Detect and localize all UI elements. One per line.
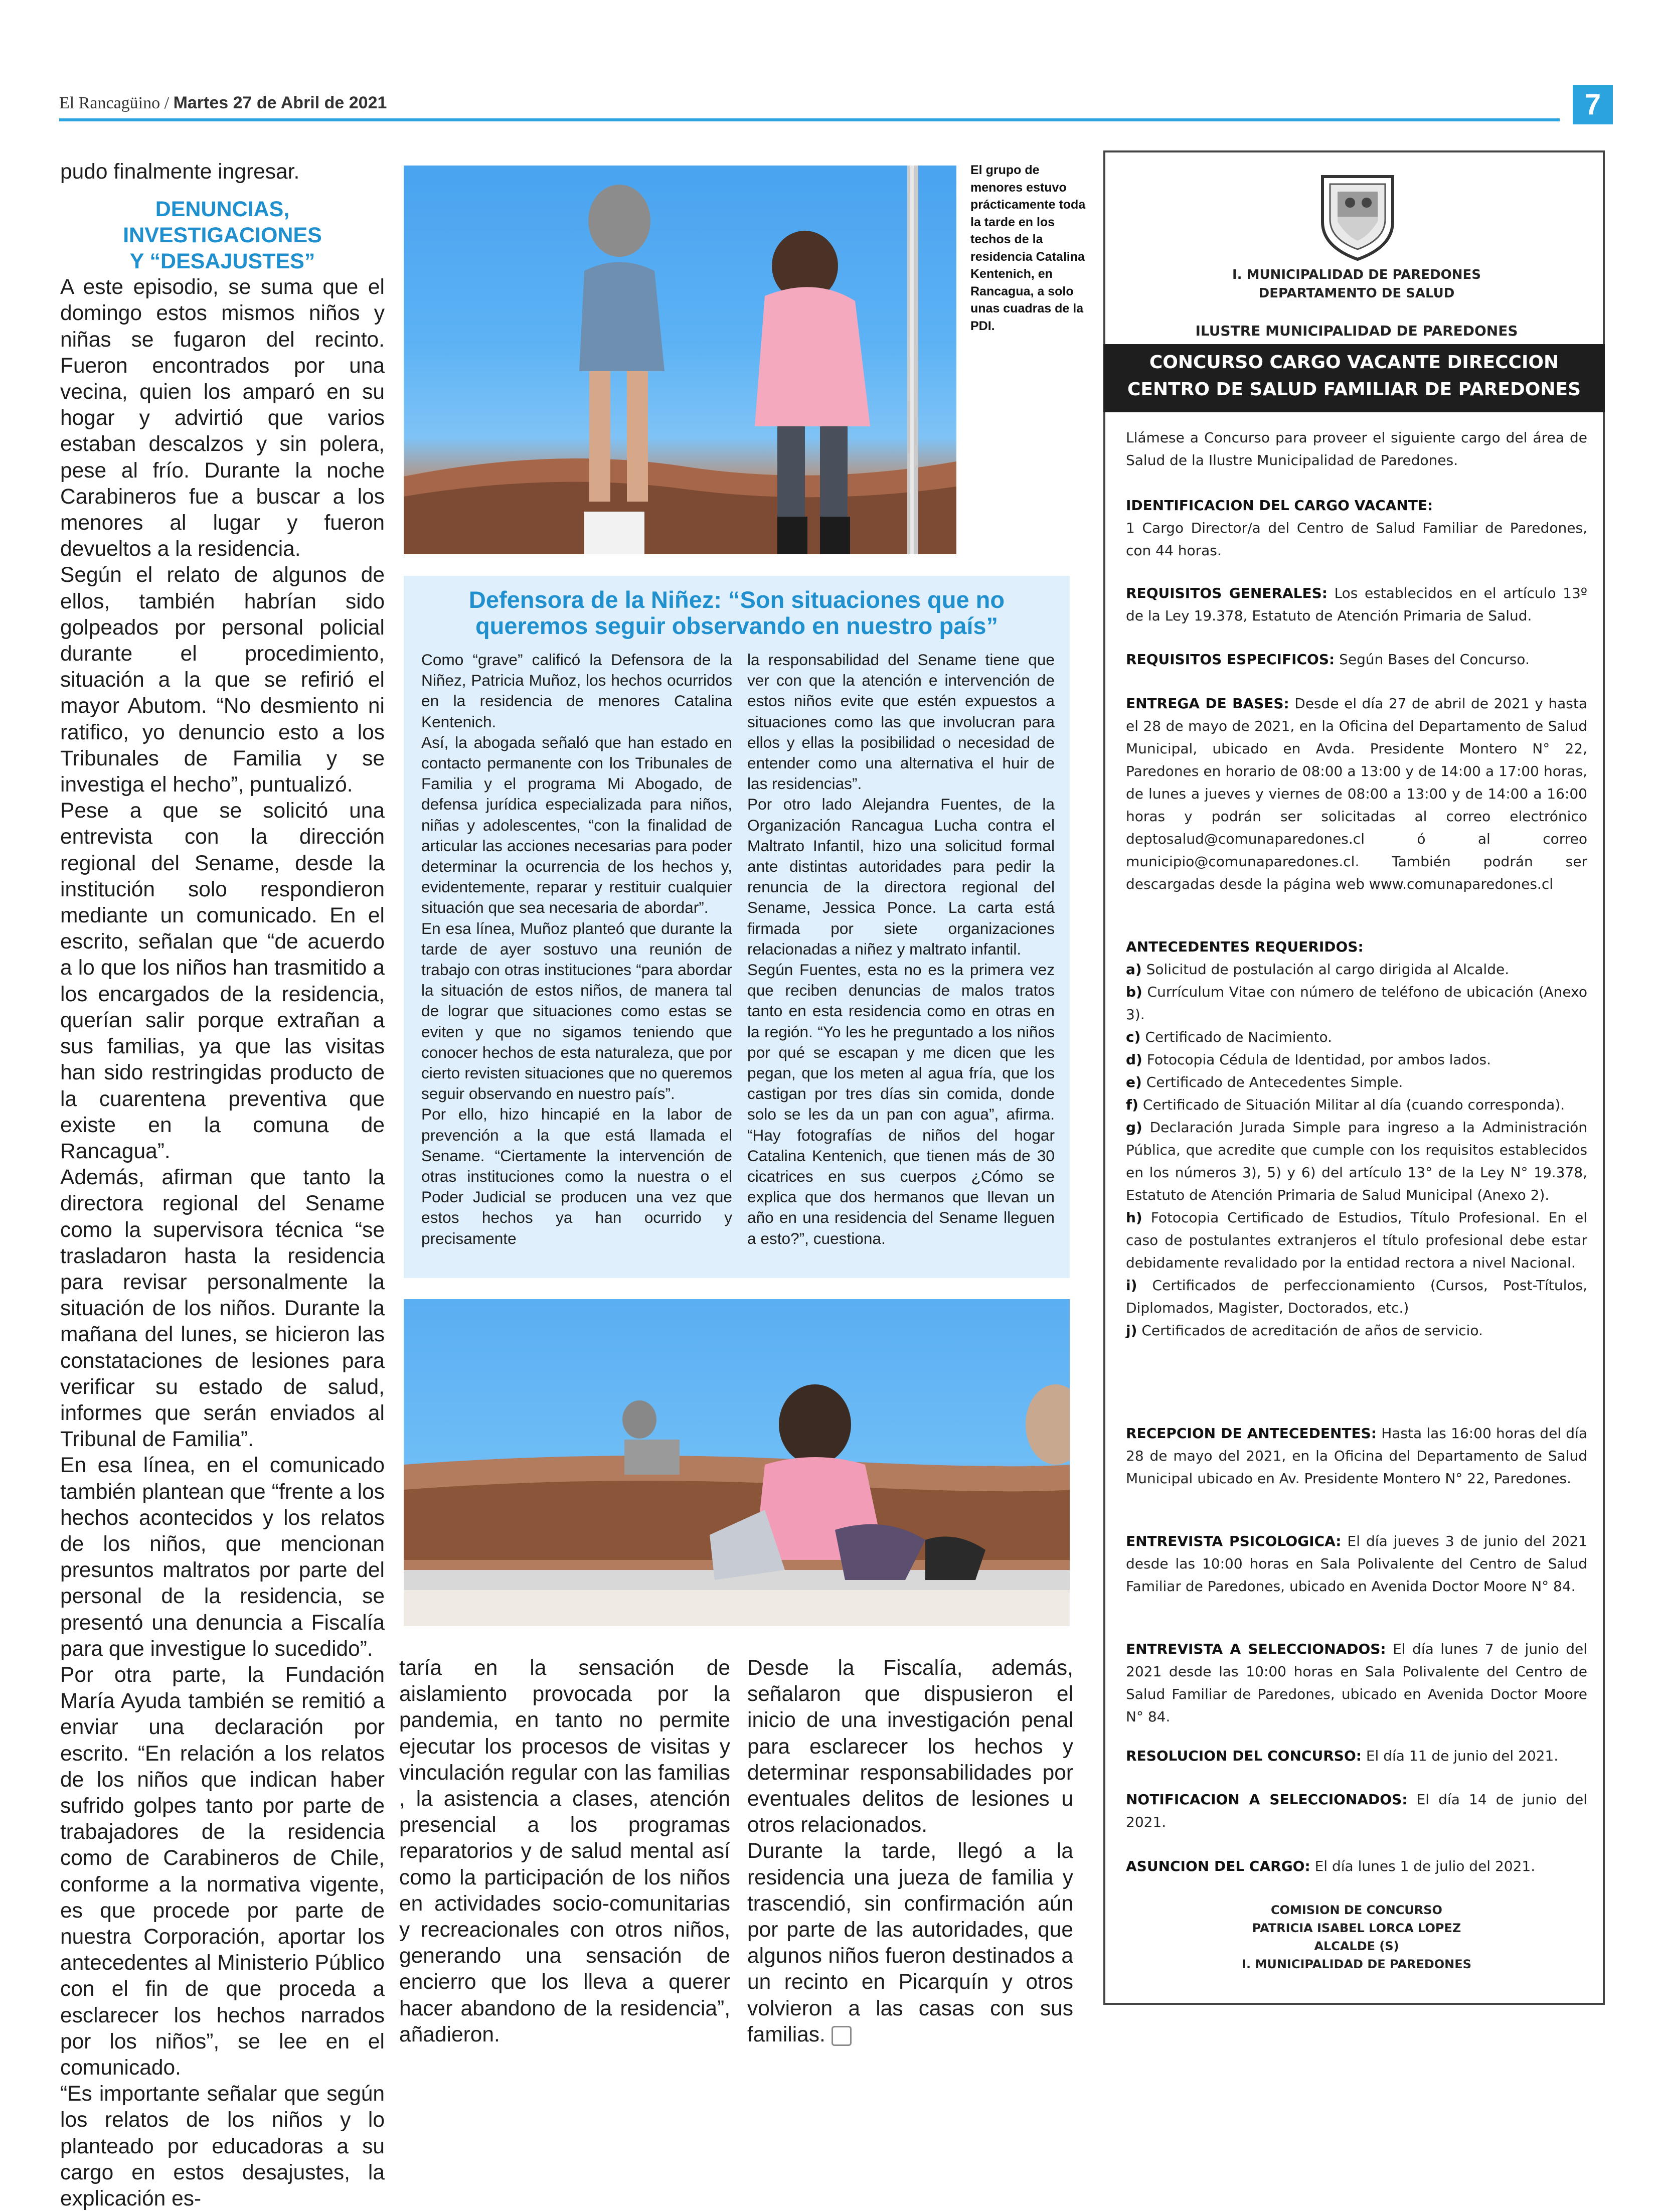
article-paragraph: Además, afirman que tanto la directora regional del Sename como la supervisora técnica “se trasladaron hasta la residencia para revisar personalmente la situación de los niños. Durante la mañana del lunes, se hicieron las constataciones de lesiones para verificar su estado de salud, informes que serán enviados al Tribunal de Familia”. <box>60 1166 385 1452</box>
ad-label: REQUISITOS GENERALES: <box>1126 585 1328 601</box>
ad-text: El día lunes 7 de junio del 2021 desde las 10:00 horas en Sala Polivalente del Centro de Salud Familiar de Paredones, ubicado en Avenida Doctor Moore N° 84. <box>1126 1641 1587 1725</box>
article-column-3 <box>747 1655 1073 2048</box>
ad-section-recepcion <box>1126 1422 1587 1490</box>
ad-section-antecedentes <box>1126 935 1587 1342</box>
ad-text: El día lunes 1 de julio del 2021. <box>1314 1858 1536 1874</box>
article-column-2 <box>399 1655 730 2048</box>
header-publication-line <box>59 93 387 113</box>
photo-children-on-roof <box>404 166 956 554</box>
ad-section-entrevista-psicologica <box>1126 1530 1587 1598</box>
sidebar-paragraph: la responsabilidad del Sename tiene que ver con que la atención e intervención de estos niños evite que estén expuestos a situaciones como las que involucran para ellos y ellas la posibilidad o necesidad de entender como una alternativa el huir de las residencias”. <box>747 651 1055 793</box>
header-rule <box>59 118 1560 121</box>
sidebar-paragraph: Según Fuentes, esta no es la primera vez que reciben denuncias de malos tratos tanto en esta residencia como en otras en la región. “Yo les he preguntado a los niños por qué se escapan y me dicen que les pegan, que los meten al agua fría, que los castigan por tres días sin comida, donde solo se les da un pan con agua”, afirma. “Hay fotografías de niños del hogar Catalina Kentenich, que tienen más de 30 cicatrices en sus cuerpos ¿Cómo se explica que dos hermanos que llevan un año en una residencia del Sename lleguen a esto?”, cuestiona. <box>747 961 1055 1247</box>
section-heading-line-2: Y “DESAJUSTES” <box>129 249 315 274</box>
ad-label: IDENTIFICACION DEL CARGO VACANTE: <box>1126 497 1433 514</box>
sidebar-title-line-1: Defensora de la Niñez: “Son situaciones que no <box>468 586 1005 613</box>
ad-label: NOTIFICACION A SELECCIONADOS: <box>1126 1791 1408 1808</box>
ad-intro: Llámese a Concurso para proveer el siguiente cargo del área de Salud de la Ilustre Municipalidad de Paredones. <box>1126 429 1587 468</box>
ad-label: REQUISITOS ESPECIFICOS: <box>1126 651 1335 668</box>
article-paragraph: A este episodio, se suma que el domingo estos mismos niños y niñas se fugaron del recinto. Fueron encontrados por una vecina, quien los amparó en su hogar y advirtió que varios estaban descalzos y sin polera, pese al frío. Durante la noche Carabineros fue a buscar a los menores al lugar y fueron devueltos a la residencia. <box>60 275 385 561</box>
article-paragraph: taría en la sensación de aislamiento provocada por la pandemia, en tanto no permite ejecutar los procesos de visitas y vinculación regular con las familias , la asistencia a clases, atención presencial a los programas reparatorios y de salud mental así como la participación de los niños en actividades socio-comunitarias y recreacionales con otros niños, generando una sensación de encierro que los lleva a querer hacer abandono de la residencia”, añadieron. <box>399 1656 730 2046</box>
ad-signature-block <box>1126 1901 1587 1973</box>
sidebar-column-1 <box>421 650 732 1249</box>
article-paragraph: “Es importante señalar que según los relatos de los niños y lo planteado por educadoras a su cargo en estos desajustes, la explicación es- <box>60 2082 385 2211</box>
sidebar-column-2 <box>747 650 1055 1249</box>
ad-banner-line-1: CONCURSO CARGO VACANTE DIRECCION <box>1149 352 1559 373</box>
article-closing-paragraph: Durante la tarde, llegó a la residencia una jueza de familia y trascendió, sin confirmación aún por parte de las autoridades, que algunos niños fueron destinados a un recinto en Picarquín y otros volvieron a las casas con sus familias. <box>747 1839 1073 2046</box>
ad-list-item: b) Currículum Vitae con número de teléfono de ubicación (Anexo 3). <box>1126 984 1587 1023</box>
ad-section-identificacion <box>1126 494 1587 562</box>
ad-list-item: a) Solicitud de postulación al cargo dirigida al Alcalde. <box>1126 961 1510 978</box>
ad-list-item: g) Declaración Jurada Simple para ingreso a la Administración Pública, que acredite que cumple con los requisitos establecidos en los números 3), 5) y 6) del artículo 13° de la Ley N° 19.378, Estatuto de Atención Primaria de Salud Municipal (Anexo 2). <box>1126 1119 1587 1203</box>
ad-section-notificacion <box>1126 1788 1587 1833</box>
article-paragraph: Por otra parte, la Fundación María Ayuda también se remitió a enviar una declaración por escrito. “En relación a los relatos de los niños que indican haber sufrido golpes tanto por parte de trabajadores de la residencia como de Carabineros de Chile, conforme a la normativa vigente, es que procede por parte de nuestra Corporación, aportar los antecedentes al Ministerio Público con el fin de que proceda a esclarecer los hechos narrados por los niños”, se lee en el comunicado. <box>60 1663 385 2080</box>
header-separator: / <box>164 94 170 112</box>
ad-text: Desde el día 27 de abril de 2021 y hasta el 28 de mayo de 2021, en la Oficina del Departamento de Salud Municipal, ubicado en Avda. Presidente Montero N° 22, Paredones en horario de 08:00 a 13:00 y de 14:00 a 17:00 horas, de lunes a jueves y viernes de 08:00 a 13:00 y de 14:00 a 16:00 horas y podrán ser solicitadas al correo electrónico deptosalud@comunaparedones.cl ó al correo municipio@comunaparedones.cl. También podrán ser descargadas desde la página web www.comunaparedones.cl <box>1126 695 1587 892</box>
section-heading <box>60 196 385 274</box>
ad-label: RECEPCION DE ANTECEDENTES: <box>1126 1425 1377 1442</box>
ad-label: ASUNCION DEL CARGO: <box>1126 1858 1310 1874</box>
issue-date: Martes 27 de Abril de 2021 <box>173 93 387 112</box>
ad-text: Hasta las 16:00 horas del día 28 de mayo del 2021, en la Oficina del Departamento de Salud Municipal ubicado en Av. Presidente Montero N° 22, Paredones. <box>1126 1425 1588 1487</box>
article-paragraph: Según el relato de algunos de ellos, también habrían sido golpeados por personal policial durante el procedimiento, situación a la que se refirió el mayor Abutom. “No desmiento ni ratifico, yo denuncio esto a los Tribunales de Familia y se investiga el hecho”, puntualizó. <box>60 563 385 797</box>
municipal-seal-logo <box>1307 167 1408 262</box>
end-mark-icon <box>832 2026 852 2046</box>
ad-section-entrevista-seleccionados <box>1126 1638 1587 1728</box>
ad-list-item: d) Fotocopia Cédula de Identidad, por ambos lados. <box>1126 1051 1491 1068</box>
ad-banner-title <box>1103 349 1605 403</box>
ad-list-item: h) Fotocopia Certificado de Estudios, Título Profesional. En el caso de postulantes extranjeros el título profesional debe estar debidamente revalidado por la entidad rectora a nivel Nacional. <box>1126 1209 1588 1271</box>
ad-signature-line: PATRICIA ISABEL LORCA LOPEZ <box>1252 1921 1461 1935</box>
ad-text: El día 11 de junio del 2021. <box>1366 1748 1559 1764</box>
article-paragraph <box>747 1838 1073 2048</box>
photo-girl-on-roof <box>404 1299 1070 1626</box>
article-lead-line: pudo finalmente ingresar. <box>60 160 300 184</box>
sidebar-paragraph: Por ello, hizo hincapié en la labor de prevención a la que está llamada el Sename. “Ciertamente la intervención de otras instituciones como la nuestra o el Poder Judicial se producen una vez que estos hechos ya han ocurrido y precisamente <box>421 1105 732 1247</box>
ad-signature-line: I. MUNICIPALIDAD DE PAREDONES <box>1242 1957 1471 1971</box>
ad-list-item: e) Certificado de Antecedentes Simple. <box>1126 1074 1403 1090</box>
ad-label: ENTREVISTA A SELECCIONADOS: <box>1126 1641 1386 1657</box>
ad-text: El día jueves 3 de junio del 2021 desde las 10:00 horas en Sala Polivalente del Centro de Salud Familiar de Paredones, ubicado en Avenida Doctor Moore N° 84. <box>1126 1533 1588 1595</box>
page-number: 7 <box>1573 85 1613 124</box>
ad-text: El día 14 de junio del 2021. <box>1126 1791 1587 1830</box>
section-heading-line-1: DENUNCIAS, INVESTIGACIONES <box>123 197 322 248</box>
ad-ilustre-line: ILUSTRE MUNICIPALIDAD DE PAREDONES <box>1195 323 1518 339</box>
publication-name: El Rancagüino <box>59 94 160 112</box>
article-column-1 <box>60 159 385 2212</box>
ad-list-item: j) Certificados de acreditación de años de servicio. <box>1126 1322 1483 1339</box>
sidebar-paragraph: Así, la abogada señaló que han estado en contacto permanente con los Tribunales de Familia y el programa Mi Abogado, de defensa jurídica especializada para niños, niñas y adolescentes, “con la finalidad de articular las acciones necesarias para poder determinar la ocurrencia de los hechos y, evidentemente, reparar y restituir cualquier situación que sea necesaria de abordar”. <box>421 733 732 917</box>
ad-list-item: i) Certificados de perfeccionamiento (Cursos, Post-Títulos, Diplomados, Magister, Doctorados, etc.) <box>1126 1277 1587 1316</box>
ad-municipality-header <box>1126 266 1587 303</box>
ad-signature-line: ALCALDE (S) <box>1314 1939 1399 1953</box>
article-paragraph: En esa línea, en el comunicado también plantean que “frente a los hechos acontecidos y los relatos de los niños, que mencionan presuntos maltratos por parte del personal de la residencia, se presentó una denuncia a Fiscalía para que investigue lo sucedido”. <box>60 1454 385 1661</box>
photo-illustration <box>404 1299 1070 1626</box>
photo-caption: El grupo de menores estuvo prácticamente toda la tarde en los techos de la residencia Catalina Kentenich, en Rancagua, a solo unas cuadras de la PDI. <box>970 163 1086 333</box>
ad-section-asuncion <box>1126 1855 1587 1877</box>
photo-illustration <box>404 166 956 554</box>
ad-section-req-generales <box>1126 582 1587 627</box>
sidebar-paragraph: En esa línea, Muñoz planteó que durante la tarde de ayer sostuvo una reunión de trabajo con otras instituciones “para abordar la situación de estos niños, de manera tal de lograr que situaciones como estas se eviten y que no sigamos teniendo que conocer hechos de esta naturaleza, que por cierto revisten situaciones que no queremos seguir observando en nuestro país”. <box>421 919 732 1103</box>
sidebar-title <box>454 587 1020 639</box>
ad-section-entrega-bases <box>1126 692 1587 895</box>
ad-muni-line-1: I. MUNICIPALIDAD DE PAREDONES <box>1232 267 1481 282</box>
ad-list-item: c) Certificado de Nacimiento. <box>1126 1029 1333 1045</box>
sidebar-title-line-2: queremos seguir observando en nuestro país” <box>475 612 999 639</box>
article-paragraph: Desde la Fiscalía, además, señalaron que dispusieron el inicio de una investigación penal para esclarecer los hechos y determinar responsabilidades por eventuales delitos de lesiones u otros relacionados. <box>747 1656 1073 1837</box>
ad-section-resolucion <box>1126 1745 1587 1767</box>
article-paragraph: Pese a que se solicitó una entrevista con la dirección regional del Sename, desde la institución solo respondieron mediante un comunicado. En el escrito, señalan que “de acuerdo a lo que los niños han trasmitido a los encargados de la residencia, querían salir porque extrañan a sus familias, ya que las visitas han sido restringidas producto de la cuarentena preventiva que existe en la comuna de Rancagua”. <box>60 799 385 1163</box>
ad-text: 1 Cargo Director/a del Centro de Salud Familiar de Paredones, con 44 horas. <box>1126 520 1587 559</box>
ad-text: Los establecidos en el artículo 13º de la Ley 19.378, Estatuto de Atención Primaria de Salud. <box>1126 585 1587 624</box>
ad-signature-line: COMISION DE CONCURSO <box>1271 1903 1442 1917</box>
ad-banner-line-2: CENTRO DE SALUD FAMILIAR DE PAREDONES <box>1127 379 1581 400</box>
ad-muni-line-2: DEPARTAMENTO DE SALUD <box>1258 286 1455 301</box>
ad-list-item: f) Certificado de Situación Militar al día (cuando corresponda). <box>1126 1096 1565 1113</box>
ad-label: ENTREVISTA PSICOLOGICA: <box>1126 1533 1342 1549</box>
ad-label: RESOLUCION DEL CONCURSO: <box>1126 1748 1362 1764</box>
sidebar-paragraph: Por otro lado Alejandra Fuentes, de la Organización Rancagua Lucha contra el Maltrato Infantil, hizo una solicitud formal ante distintas autoridades para pedir la renuncia de la directora regional del Sename, Jessica Ponce. La carta está firmada por siete organizaciones relacionadas a niñez y maltrato infantil. <box>747 795 1055 958</box>
ad-label: ENTREGA DE BASES: <box>1126 695 1289 712</box>
ad-text: Según Bases del Concurso. <box>1339 651 1530 668</box>
ad-section-req-especificos <box>1126 648 1587 671</box>
sidebar-paragraph: Como “grave” calificó la Defensora de la Niñez, Patricia Muñoz, los hechos ocurridos en la residencia de menores Catalina Kentenich. <box>421 651 732 731</box>
ad-label: ANTECEDENTES REQUERIDOS: <box>1126 938 1364 955</box>
